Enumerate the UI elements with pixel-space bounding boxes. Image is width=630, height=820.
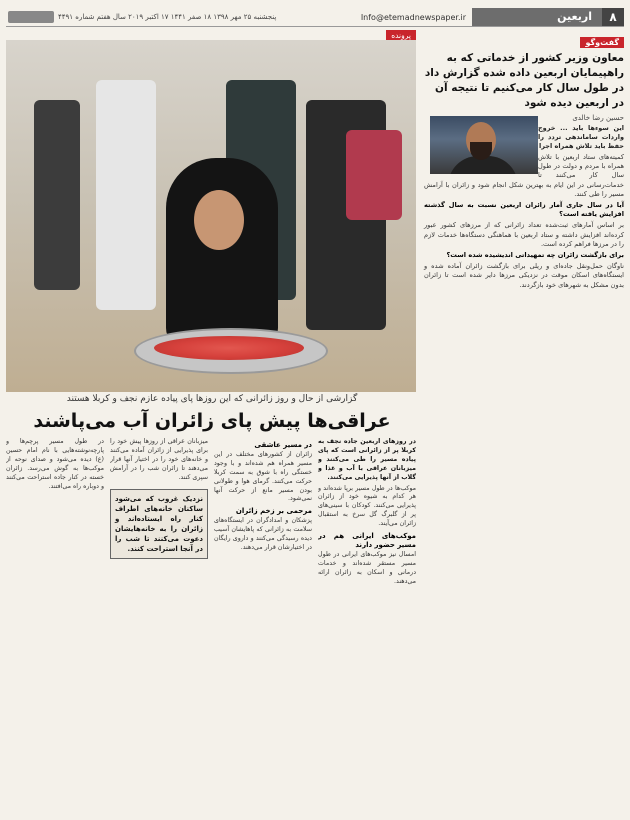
story-column-2 [214,438,312,816]
newspaper-logo-icon [8,11,54,23]
story-paragraph: در طول مسیر پرچم‌ها و پارچه‌نوشته‌هایی با نام امام حسین (ع) دیده می‌شود و صدای نوحه از موکب‌ها به گوش می‌رسد. زائران خسته در کنار جاده استراحت می‌کنند و دوباره راه می‌افتند. [6,438,104,490]
story-subheading: مرحمی بر زخم زائران [235,507,312,516]
official-portrait-photo [430,116,538,174]
main-story [6,30,416,816]
interview-kicker: گفت‌وگو [580,37,624,48]
page-header [6,8,624,27]
page-number: ۸ [602,8,624,26]
email-address[interactable]: Info@etemadnewspaper.ir [360,12,466,22]
story-paragraph: پزشکان و امدادگران در ایستگاه‌های سلامت به زائرانی که پاهایشان آسیب دیده رسیدگی می‌کنند و داروی رایگان در اختیارشان قرار می‌دهند. [214,517,312,551]
interview-question: آیا در سال جاری آمار زائران اربعین نسبت به سال گذشته افزایش یافته است؟ [424,201,624,219]
interview-title: معاون وزیر کشور از خدماتی که به راهپیمایان اربعین داده شده گزارش داد در طول سال کار می‌کنیم تا نتیجه آن در اربعین دیده شود [424,52,624,109]
story-intro: در روزهای اربعین جاده نجف به کربلا پر از زائرانی است که پای پیاده مسیر را طی می‌کنند و میزبانان عراقی با آب و غذا و گلاب از آنها پذیرایی می‌کنند. [318,438,416,481]
report-tag: پرونده [386,30,416,41]
story-column-3 [110,438,208,816]
pull-quote: نزدیک غروب که می‌شود ساکنان خانه‌های اطراف کنار راه ایستاده‌اند و زائران را به خانه‌هایشان دعوت می‌کنند تا شب را در آنجا استراحت کنند. [110,489,208,559]
story-headline: عراقی‌ها پیش پای زائران آب می‌پاشند [33,410,391,432]
story-column-1 [318,438,416,816]
story-subheading: موکب‌های ایرانی هم در مسیر حضور دارند [318,532,416,549]
interview-paragraph: کمیته‌های ستاد اربعین با تلاش همراه با مردم و دولت در طول سال کار می‌کنند تا خدمات‌رسانی در این ایام به بهترین شکل انجام شود و زائران با آرامش مسیر را طی کنند. [424,153,624,198]
story-paragraph: موکب‌ها در طول مسیر برپا شده‌اند و هر کدام به شیوه خود از زائران پذیرایی می‌کنند. کودکان با سینی‌های پر از گلبرگ گل سرخ به استقبال زائران می‌آیند. [318,484,416,528]
story-subheading: در مسیر عاشقی [254,441,312,449]
interview-question: برای بازگشت زائران چه تمهیداتی اندیشیده شده است؟ [446,251,624,260]
photo-caption: این سوء‌ها باید ... خروج واردات ساماندهی تردد را حفظ باید تلاش همراه اجرا [538,124,624,150]
story-columns [6,438,416,816]
dateline: پنجشنبه ۲۵ مهر ۱۳۹۸ ۱۸ صفر ۱۴۴۱ ۱۷ اکتبر ۲۰۱۹ سال هفتم شماره ۴۴۹۱ [58,13,277,21]
story-paragraph: میزبانان عراقی از روزها پیش خود را برای پذیرایی از زائران آماده می‌کنند و خانه‌های خود را در اختیار آنها قرار می‌دهند تا زائران شب را در آرامش سپری کنند. [110,438,208,481]
pilgrims-photo [6,40,416,392]
story-paragraph: امسال نیز موکب‌های ایرانی در طول مسیر مستقر شده‌اند و خدمات درمانی و اسکان به زائران ارائه می‌دهند. [318,550,416,585]
story-kicker: گزارشی از حال و روز زائرانی که این روزها پای پیاده عازم نجف و کربلا هستند [66,394,358,404]
interview-byline: حسین رضا خالدی [572,114,624,122]
section-title: اربعین [472,8,602,26]
story-column-4 [6,438,104,816]
interview-paragraph: ناوگان حمل‌ونقل جاده‌ای و ریلی برای بازگشت زائران آماده شده و ایستگاه‌های اسکان موقت در نزدیکی مرزها دایر شده است تا زائران بدون مشکل به شهرهای خود بازگردند. [424,262,624,289]
story-paragraph: زائران از کشورهای مختلف در این مسیر همراه هم شده‌اند و با وجود خستگی راه با شوق به سمت کربلا حرکت می‌کنند. گرمای هوا و طولانی بودن مسیر مانع از حرکت آنها نمی‌شود. [214,450,312,503]
interview-column [424,30,624,816]
interview-paragraph: بر اساس آمارهای ثبت‌شده تعداد زائرانی که از مرزهای کشور عبور کرده‌اند افزایش داشته و ستاد اربعین با هماهنگی دستگاه‌ها خدمات لازم را در مرزها فراهم کرده است. [424,221,624,248]
